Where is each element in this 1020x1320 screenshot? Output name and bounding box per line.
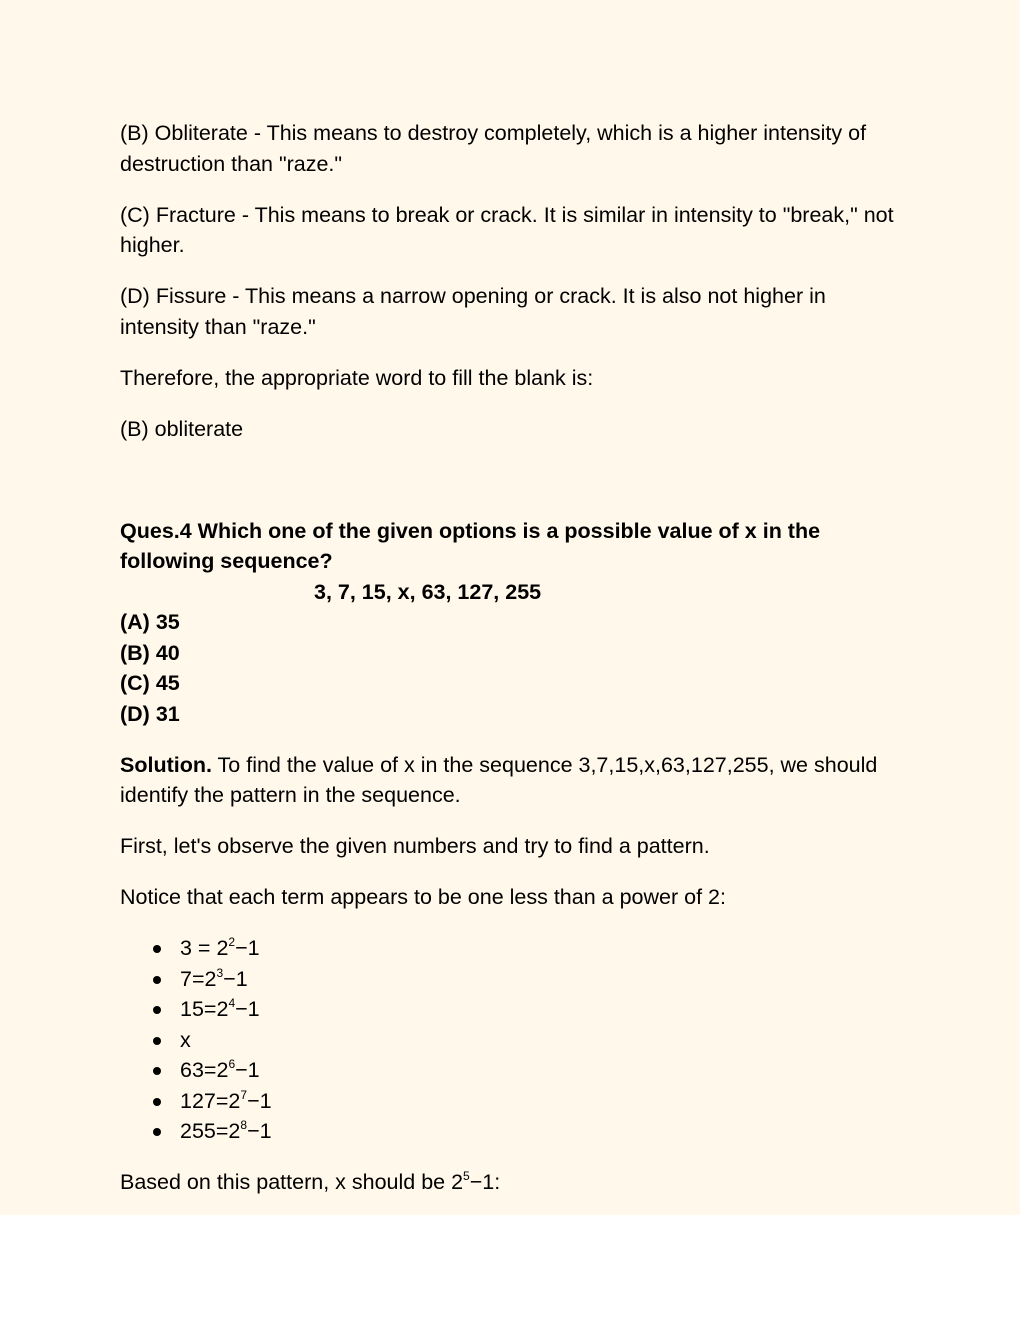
explanation-option-c: (C) Fracture - This means to break or crack. It is similar in intensity to "break," not higher. bbox=[120, 202, 894, 257]
notice-line: Notice that each term appears to be one less than a power of 2: bbox=[120, 885, 726, 909]
list-item: $7=2^3-1$ bbox=[120, 964, 900, 995]
option-c: (C) 45 bbox=[120, 671, 180, 695]
option-a: (A) 35 bbox=[120, 610, 180, 634]
list-item: $63=2^6-1$ bbox=[120, 1055, 900, 1086]
section-gap bbox=[120, 465, 900, 516]
explanation-option-d: (D) Fissure - This means a narrow opening or crack. It is also not higher in intensity than "raze." bbox=[120, 284, 826, 339]
observe-line: First, let's observe the given numbers and try to find a pattern. bbox=[120, 834, 710, 858]
question-sequence: 3, 7, 15, x, 63, 127, 255 bbox=[314, 579, 542, 604]
solution-intro-text: To find the value of x in the sequence 3,7,15,x,63,127,255, we should identify the pattern in the sequence. bbox=[120, 752, 878, 807]
list-item: $127=2^7-1$ bbox=[120, 1086, 900, 1117]
page-content bbox=[120, 118, 900, 1218]
list-item: $255=2^8-1$ bbox=[120, 1116, 900, 1147]
solution-intro bbox=[120, 750, 900, 811]
option-d: (D) 31 bbox=[120, 701, 180, 726]
option-b: (B) 40 bbox=[120, 640, 180, 665]
question-text: Ques.4 Which one of the given options is a possible value of x in the following sequence? bbox=[120, 518, 821, 573]
list-item: x bbox=[120, 1025, 900, 1056]
solution-label: Solution. bbox=[120, 752, 212, 777]
answer-line: (B) obliterate bbox=[120, 416, 244, 441]
conclusion-line: Based on this pattern, x should be $2^5-1$: bbox=[120, 1169, 501, 1194]
list-item: $15=2^4-1$ bbox=[120, 994, 900, 1025]
question-block bbox=[120, 516, 900, 730]
therefore-line: Therefore, the appropriate word to fill the blank is: bbox=[120, 365, 594, 390]
list-item: $3 = 2^2-1$ bbox=[120, 933, 900, 964]
power-list bbox=[120, 933, 900, 1147]
explanation-option-b: (B) Obliterate - This means to destroy completely, which is a higher intensity of destruction than "raze." bbox=[120, 121, 867, 176]
